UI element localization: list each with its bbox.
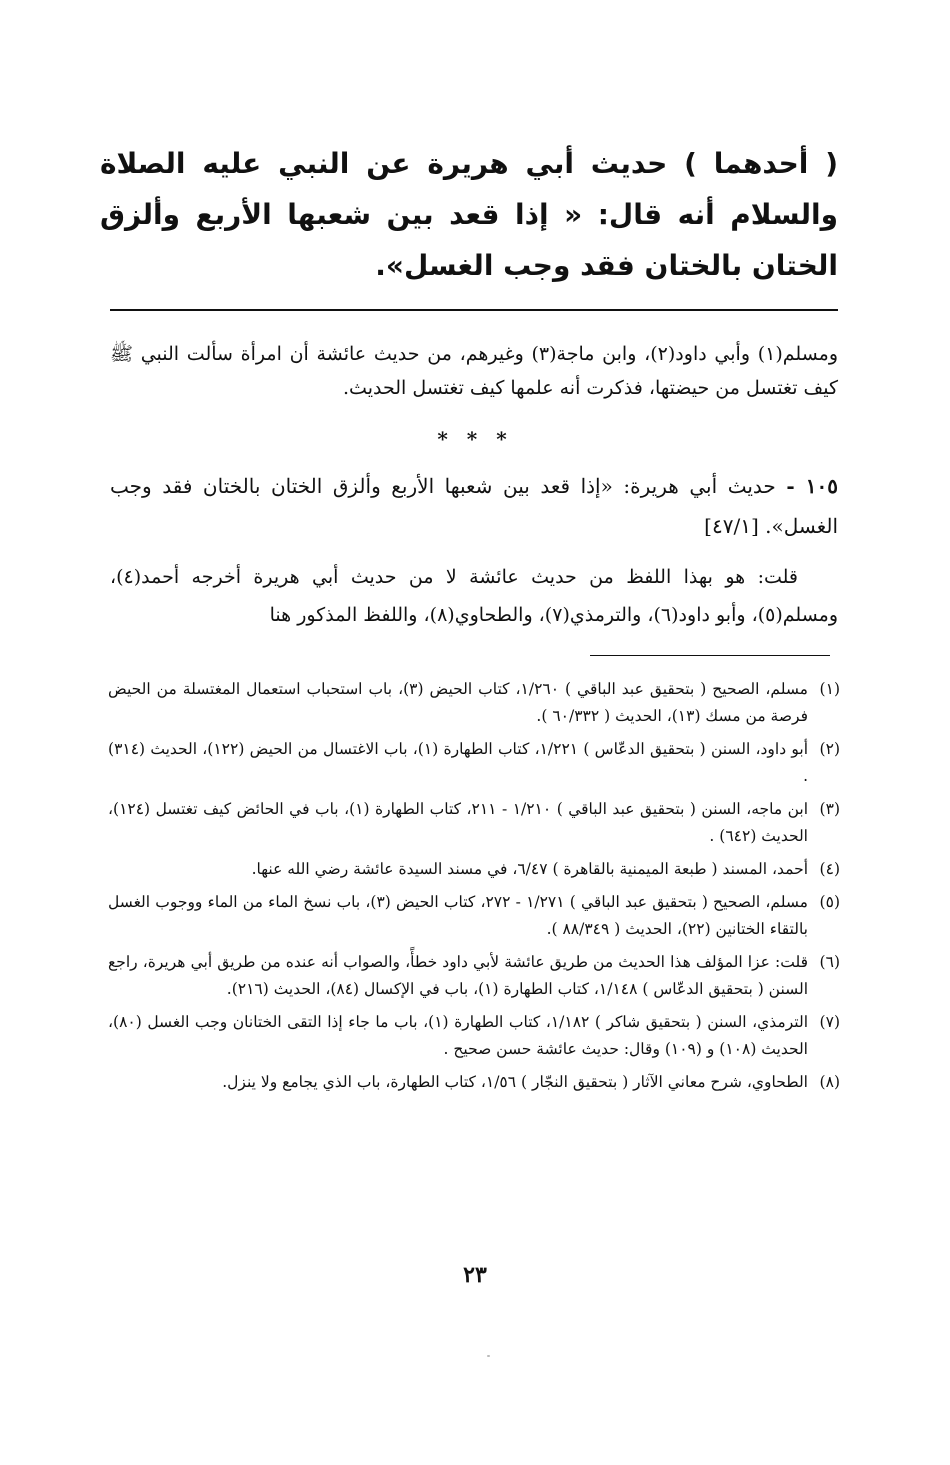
footnote-text: الترمذي، السنن ( بتحقيق شاكر ) ١/١٨٢، كتاب الطهارة (١)، باب ما جاء إذا التقى الختانان وجب الغسل (٨٠)، الحديث (١٠٨) و (١٠٩) وقال: حديث عائشة حسن صحيح . (108, 1013, 808, 1058)
footnote-3 (108, 796, 840, 850)
footnote-text: أبو داود، السنن ( بتحقيق الدعّاس ) ١/٢٢١، كتاب الطهارة (١)، باب الاغتسال من الحيض (١٢٢)، الحديث (٣١٤) . (108, 740, 809, 785)
footnote-text: مسلم، الصحيح ( بتحقيق عبد الباقي ) ١/٢٧١ - ٢٧٢، كتاب الحيض (٣)، باب نسخ الماء من الماء ووجوب الغسل بالتقاء الختانين (٢٢)، الحديث ( ٨٨/٣٤٩ ). (108, 893, 808, 938)
footnote-number: (٦) (819, 953, 840, 971)
footnote-5 (108, 889, 840, 943)
footnote-text: قلت: عزا المؤلف هذا الحديث من طريق عائشة لأبي داود خطأً، والصواب أنه عنده من طريق أبي هريرة، راجع السنن ( بتحقيق الدعّاس ) ١/١٤٨، كتاب الطهارة (١)، باب في الإكسال (٨٤)، الحديث (٢١٦). (108, 953, 808, 998)
footnotes-list (108, 676, 840, 1102)
footnote-text: الطحاوي، شرح معاني الآثار ( بتحقيق النجّار ) ١/٥٦، كتاب الطهارة، باب الذي يجامع ولا ينزل. (222, 1073, 808, 1091)
hadith-number: ١٠٥ - (786, 474, 839, 498)
footnote-8 (108, 1069, 840, 1096)
page-number: ٢٣ (463, 1262, 487, 1288)
section-separator: * * * (437, 427, 513, 451)
footnote-4 (108, 856, 840, 883)
footnote-text: مسلم، الصحيح ( بتحقيق عبد الباقي ) ١/٢٦٠، كتاب الحيض (٣)، باب استحباب استعمال المغتسلة من الحيض فرصة من مسك (١٣)، الحديث ( ٦٠/٣٣٢ ). (108, 680, 808, 725)
footnote-divider (590, 655, 830, 656)
commentary-paragraph: قلت: هو بهذا اللفظ من حديث عائشة لا من حديث أبي هريرة أخرجه أحمد(٤)، ومسلم(٥)، وأبو داود(٦)، والترمذي(٧)، والطحاوي(٨)، واللفظ المذكور هنا (110, 566, 838, 626)
footnote-number: (١) (819, 680, 840, 698)
scan-speck (487, 1355, 490, 1357)
footnote-number: (٣) (819, 800, 840, 818)
footnote-number: (٢) (819, 740, 840, 758)
footnote-text: ابن ماجه، السنن ( بتحقيق عبد الباقي ) ١/٢١٠ - ٢١١، كتاب الطهارة (١)، باب في الحائض كيف تغتسل (١٢٤)، الحديث (٦٤٢) . (108, 800, 809, 845)
footnote-6 (108, 949, 840, 1003)
intro-paragraph: ومسلم(١) وأبي داود(٢)، وابن ماجة(٣) وغيرهم، من حديث عائشة أن امرأة سألت النبي ﷺ كيف تغتسل من حيضتها، فذكرت أنه علمها كيف تغتسل الحديث. (110, 343, 839, 399)
top-divider (110, 309, 838, 311)
footnote-number: (٥) (819, 893, 840, 911)
footnote-number: (٨) (819, 1073, 840, 1091)
hadith-headline: ( أحدهما ) حديث أبي هريرة عن النبي عليه الصلاة والسلام أنه قال: « إذا قعد بين شعبها الأربع وألزق الختان بالختان فقد وجب الغسل». (100, 147, 838, 282)
hadith-text: حديث أبي هريرة: «إذا قعد بين شعبها الأربع وألزق الختان بالختان فقد وجب الغسل». [٤٧/١] (110, 474, 838, 538)
hadith-entry (110, 466, 838, 546)
footnote-1 (108, 676, 840, 730)
footnote-7 (108, 1009, 840, 1063)
footnote-text: أحمد، المسند ( طبعة الميمنية بالقاهرة ) ٦/٤٧، في مسند السيدة عائشة رضي الله عنها. (251, 860, 808, 878)
footnote-2 (108, 736, 840, 790)
footnote-number: (٧) (819, 1013, 840, 1031)
footnote-number: (٤) (819, 860, 840, 878)
